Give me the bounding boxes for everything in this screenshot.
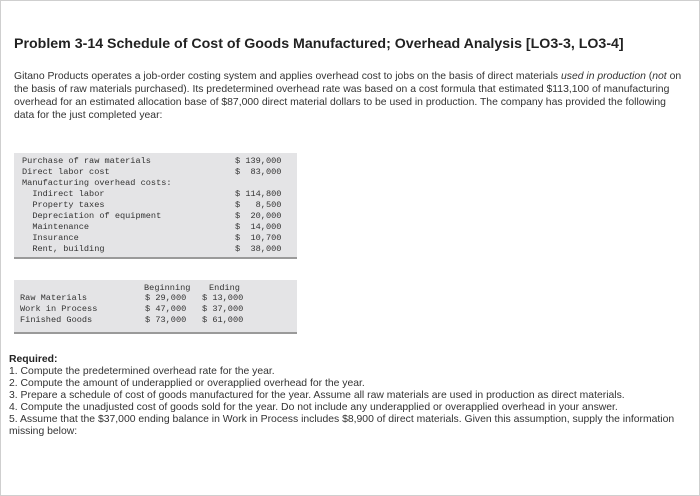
inventory-row-label: Work in Process: [20, 304, 98, 314]
problem-title: Problem 3-14 Schedule of Cost of Goods Manufactured; Overhead Analysis [LO3-3, LO3-4]: [14, 36, 624, 52]
cost-row-value: $ 83,000: [235, 167, 282, 177]
required-item: 5. Assume that the $37,000 ending balance in Work in Process includes $8,900 of direct materials. Given this assumption, supply the information missing below:: [9, 414, 675, 437]
cost-row-value: $ 8,500: [235, 200, 282, 210]
cost-row-label: Maintenance: [22, 222, 90, 232]
cost-row-label: Manufacturing overhead costs:: [22, 178, 172, 188]
inventory-row-label: Raw Materials: [20, 293, 88, 303]
required-section: [9, 354, 693, 438]
intro-not: not: [652, 71, 667, 82]
cost-row-value: $ 10,700: [235, 233, 282, 243]
cost-row-label: Insurance: [22, 233, 79, 243]
problem-intro: [14, 71, 686, 123]
cost-row-value: $ 114,800: [235, 189, 282, 199]
cost-row-label: Depreciation of equipment: [22, 211, 162, 221]
inventory-row-beginning: $ 73,000: [145, 315, 187, 325]
cost-row-label: Direct labor cost: [22, 167, 110, 177]
inventory-table: [14, 280, 297, 334]
cost-row-value: $ 14,000: [235, 222, 282, 232]
cost-row-label: Property taxes: [22, 200, 105, 210]
required-item: 2. Compute the amount of underapplied or overapplied overhead for the year.: [9, 378, 365, 389]
inventory-row-ending: $ 37,000: [202, 304, 244, 314]
inventory-row-beginning: $ 29,000: [145, 293, 187, 303]
inventory-row-beginning: $ 47,000: [145, 304, 187, 314]
intro-text-a: Gitano Products operates a job-order costing system and applies overhead cost to jobs on the basis of direct materials: [14, 71, 561, 82]
required-item: 1. Compute the predetermined overhead rate for the year.: [9, 366, 275, 377]
header-beginning: Beginning: [144, 283, 191, 293]
cost-row-label: Indirect labor: [22, 189, 105, 199]
inventory-row-ending: $ 61,000: [202, 315, 244, 325]
cost-row-value: $ 20,000: [235, 211, 282, 221]
cost-row-label: Purchase of raw materials: [22, 156, 151, 166]
header-ending: Ending: [209, 283, 240, 293]
cost-row-value: $ 139,000: [235, 156, 282, 166]
cost-row-label: Rent, building: [22, 244, 105, 254]
required-item: 3. Prepare a schedule of cost of goods manufactured for the year. Assume all raw materials are used in production as direct materials.: [9, 390, 625, 401]
intro-text-c: on the basis of raw materials purchased). Its predetermined overhead rate was based on a cost formula that estimated $113,100 of manufacturing overhead for an estimated allocation base of $87,000 direct material dollars to be used in production. The company has provided the following data for the just completed year:: [14, 71, 682, 121]
intro-used-in-production: used in production: [560, 71, 646, 82]
cost-row-value: $ 38,000: [235, 244, 282, 254]
inventory-row-label: Finished Goods: [20, 315, 93, 325]
required-heading: Required:: [9, 354, 58, 365]
inventory-row-ending: $ 13,000: [202, 293, 244, 303]
intro-text-b: (: [645, 71, 653, 82]
required-item: 4. Compute the unadjusted cost of goods sold for the year. Do not include any underapplied or overapplied overhead in your answer.: [9, 402, 618, 413]
cost-table: [14, 153, 297, 259]
